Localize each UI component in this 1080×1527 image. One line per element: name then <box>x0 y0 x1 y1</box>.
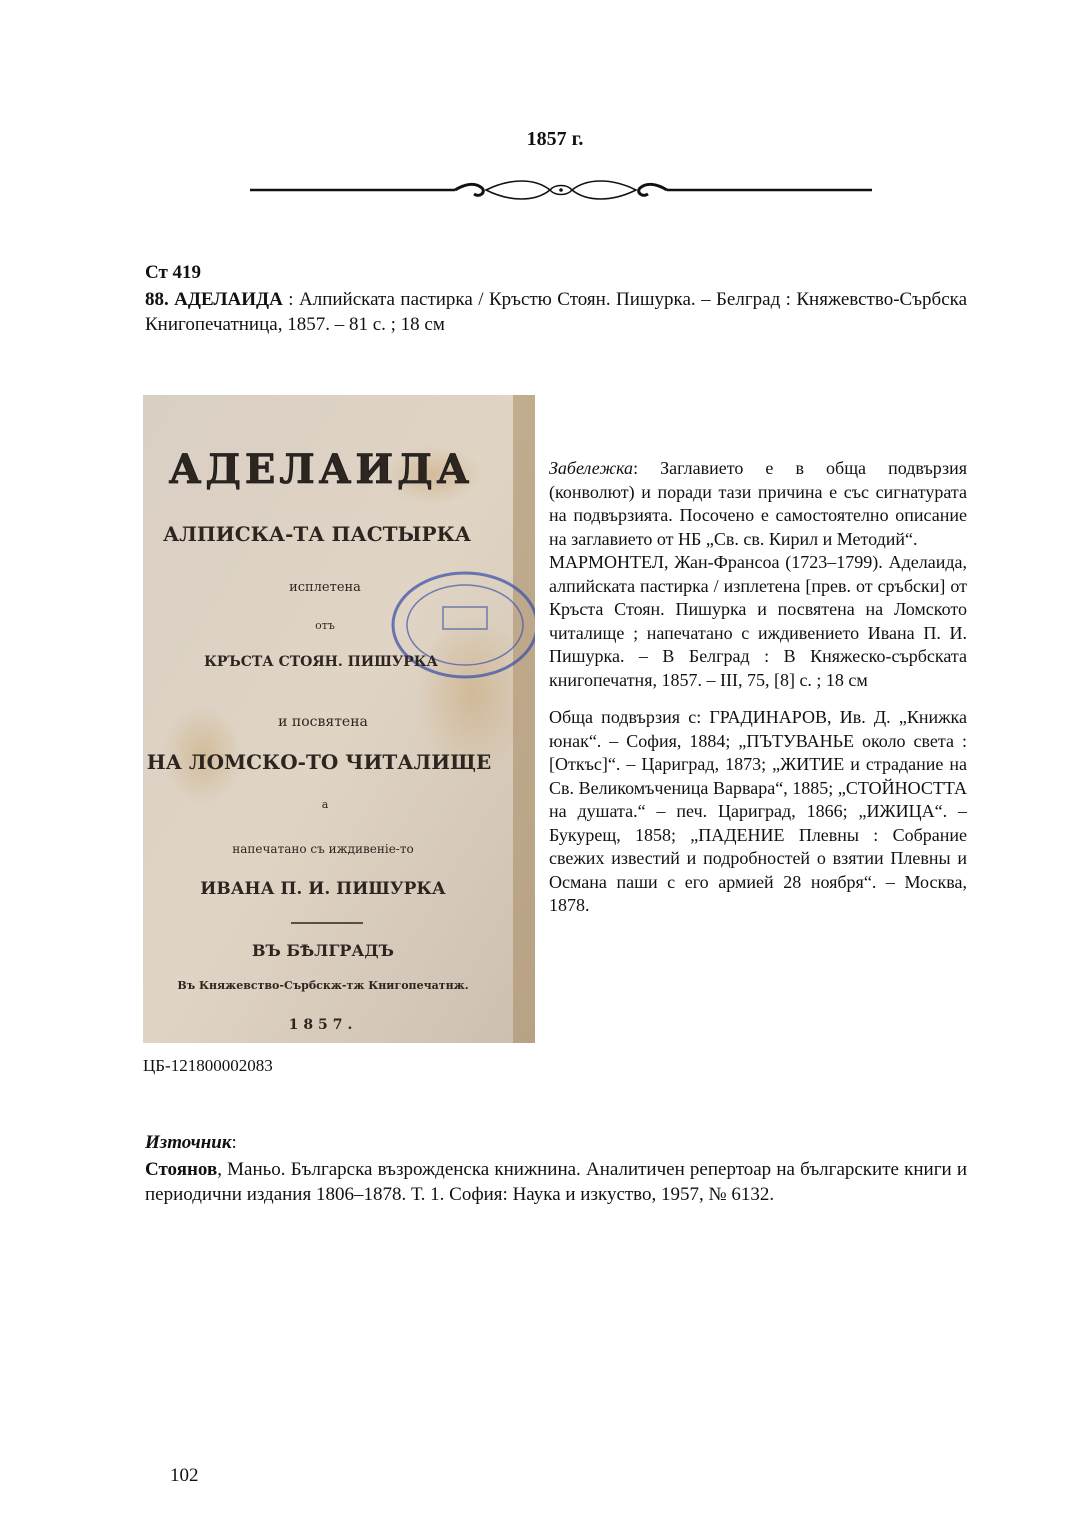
title-page-line-6: а <box>321 798 329 811</box>
decorative-divider <box>250 170 872 210</box>
title-page-line-2: отъ <box>315 619 335 632</box>
catalog-code: Ст 419 <box>145 262 202 283</box>
source-heading: Източник: <box>145 1132 237 1153</box>
source-citation: Стоянов, Маньо. Българска възрожденска книжнина. Аналитичен репертоар на българските книги и периодични издания 1806–1878. Т. 1. София: Наука и изкуство, 1957, № 6132. <box>145 1159 967 1205</box>
convolute-description: Обща подвързия с: ГРАДИНАРОВ, Ив. Д. „Книжка юнак“. – София, 1884; „ПЪТУВАНЬЕ около света : [Откъс]“. – Цариград, 1873; „ЖИТИЕ и страдание на Св. Великомъченица Варвара“, 1885; „СТОЙНОСТТА на душата.“ – печ. Цариград, 1866; „ИЖИЦА“. – Букурещ, 1858; „ПАДЕНИЕ Плевны : Собрание свежих известий и подробностей о взятии Плевны и Османа паши с его армией 28 ноября“. – Москва, 1878. <box>549 707 967 915</box>
page-number: 102 <box>170 1465 199 1486</box>
title-page-line-7: напечатано съ иждивеніе-то <box>232 842 414 856</box>
title-page-line-3: КРЪСТА СТОЯН. ПИШУРКА <box>204 654 438 670</box>
title-page-photo <box>143 395 535 1043</box>
title-page-line-4: и посвятена <box>278 714 368 730</box>
title-page-line-1: исплетена <box>289 580 361 595</box>
title-page-year: 1857. <box>288 1017 358 1033</box>
photo-caption: ЦБ-121800002083 <box>143 1056 273 1075</box>
title-page-line-9: ВЪ БѢЛГРАДЪ <box>252 941 394 960</box>
title-page-line-8: ИВАНА П. И. ПИШУРКА <box>200 879 446 899</box>
entry-description: : Алпийската пастирка / Кръстю Стоян. Пишурка. – Белград : Княжевство-Сърбска Книгопечатница, 1857. – 81 с. ; 18 см <box>145 289 968 335</box>
title-page-title: АДЕЛАИДА <box>168 446 474 493</box>
note-label: Забележка <box>549 458 634 478</box>
original-description: МАРМОНТЕЛ, Жан-Франсоа (1723–1799). Аделаида, алпийската пастирка / изплетена [прев. от сръбски] от Кръста Стоян. Пишурка и посвятена на Ломското читалище ; напечатано с иждивението Ивана П. И. Пишурка. – В Белград : В Княжеско-сърбската книгопечатня, 1857. – III, 75, [8] с. ; 18 см <box>549 552 967 690</box>
title-page-line-10: Въ Княжевство-Сърбскж-тж Книгопечатнж. <box>177 979 469 992</box>
title-page-line-5: НА ЛОМСКО-ТО ЧИТАЛИЩЕ <box>146 750 492 774</box>
page-year-heading: 1857 г. <box>526 128 584 150</box>
source-author: Стоянов <box>145 1159 218 1180</box>
entry-title: 88. АДЕЛАИДА <box>145 289 283 310</box>
bibliographic-entry <box>145 287 967 337</box>
notes-block <box>549 457 967 918</box>
note-paragraph: Забележка: Заглавието е в обща подвързия (конволют) и поради тази причина е със сигнатурата на подвързията. Посочено е самостоятелно описание на заглавието от НБ „Св. св. Кирил и Методий“. <box>549 458 967 549</box>
title-page-subtitle: АЛПИСКА-ТА ПАСТЫРКА <box>162 522 472 546</box>
